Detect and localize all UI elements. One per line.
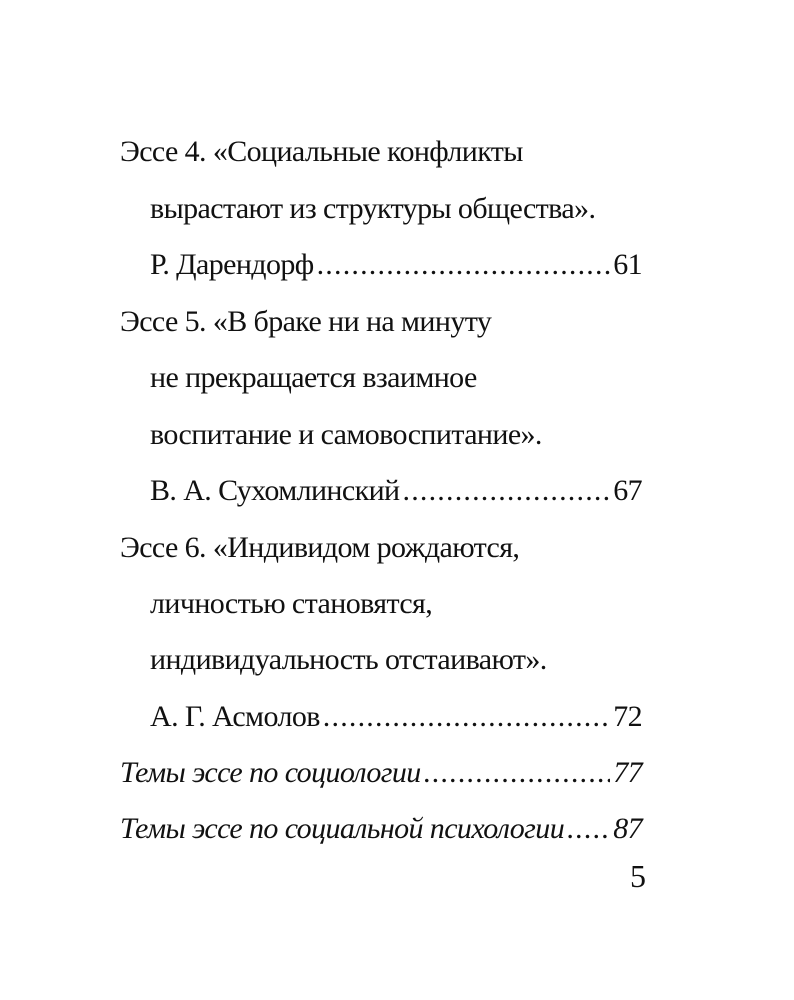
dot-leader	[567, 811, 610, 847]
topics-social-psychology-row[interactable]	[120, 811, 642, 847]
topics-sociology-label: Темы эссе по социологии	[120, 756, 421, 789]
essay-6-title-line-1: Эссе 6. «Индивидом рождаются,	[120, 531, 520, 564]
essay-5-title-line-2: не прекращается взаимное	[150, 361, 477, 394]
essay-4-page-number: 61	[613, 248, 642, 281]
essay-5-author-row[interactable]	[150, 473, 642, 509]
essay-4-author-row[interactable]	[150, 247, 642, 283]
topics-sociology-row[interactable]	[120, 755, 642, 791]
essay-5-author: В. А. Сухомлинский	[150, 474, 400, 507]
dot-leader	[424, 755, 611, 791]
topics-social-psychology-page-number: 87	[613, 812, 642, 845]
essay-6-page-number: 72	[613, 700, 642, 733]
essay-5-title-line-1: Эссе 5. «В браке ни на минуту	[120, 305, 492, 338]
essay-4-title-line-2: вырастают из структуры общества».	[150, 192, 596, 225]
topics-sociology-page-number: 77	[613, 756, 642, 789]
essay-5-page-number: 67	[613, 474, 642, 507]
essay-6-author: А. Г. Асмолов	[150, 700, 320, 733]
essay-6-title-line-2: личностью становятся,	[150, 587, 433, 620]
essay-6-author-row[interactable]	[150, 699, 642, 735]
dot-leader	[317, 247, 611, 283]
essay-4-author: Р. Дарендорф	[150, 248, 314, 281]
essay-6-title-line-3: индивидуальность отстаивают».	[150, 643, 547, 676]
page-number: 5	[630, 858, 646, 894]
essay-4-title-line-1: Эссе 4. «Социальные конфликты	[120, 135, 523, 168]
topics-social-psychology-label: Темы эссе по социальной психологии	[120, 812, 565, 845]
dot-leader	[323, 699, 610, 735]
essay-5-title-line-3: воспитание и самовоспитание».	[150, 418, 542, 451]
dot-leader	[403, 473, 611, 509]
